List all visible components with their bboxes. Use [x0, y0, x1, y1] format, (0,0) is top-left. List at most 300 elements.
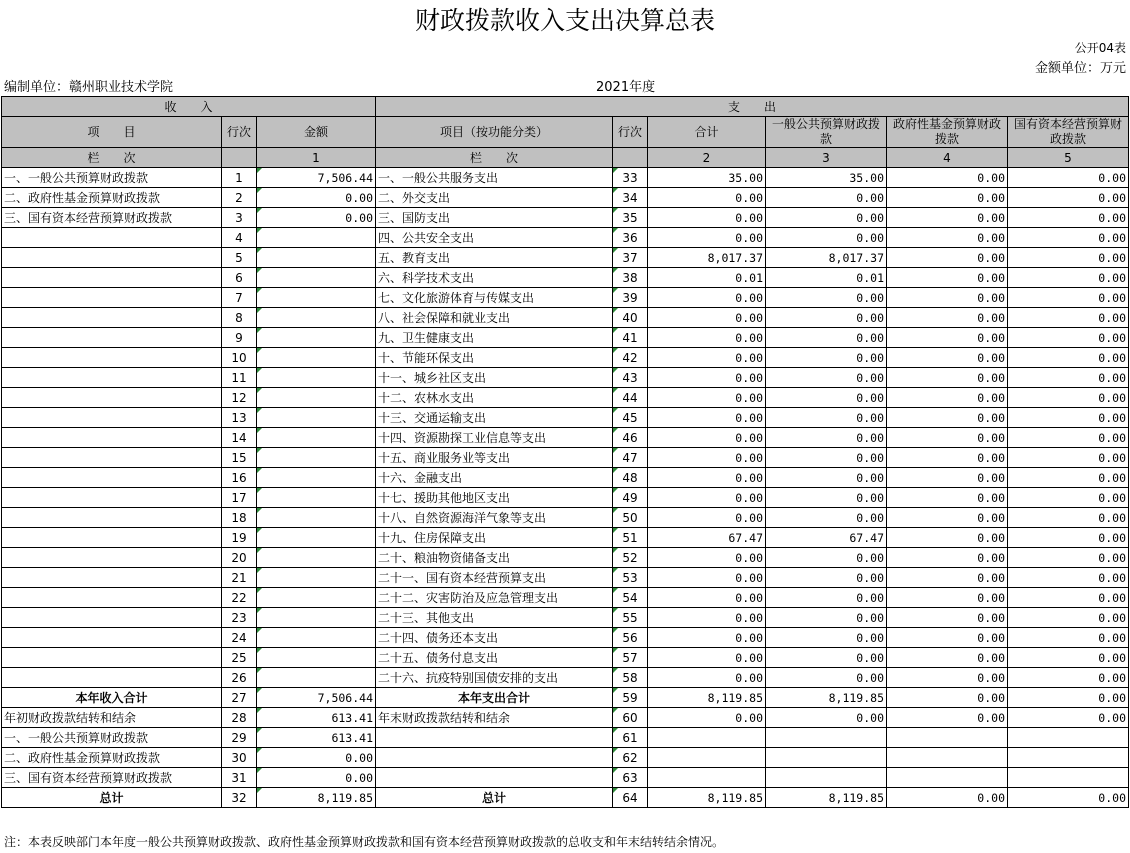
income-row-no: 8 — [222, 308, 257, 328]
income-row-no: 12 — [222, 388, 257, 408]
table-row — [2, 288, 1129, 308]
expense-general: 0.00 — [766, 428, 887, 448]
income-item — [2, 488, 222, 508]
expense-general: 67.47 — [766, 528, 887, 548]
income-row-no: 26 — [222, 668, 257, 688]
expense-total: 0.00 — [648, 608, 766, 628]
expense-soe: 0.00 — [1008, 608, 1129, 628]
expense-general: 8,119.85 — [766, 788, 887, 808]
expense-item: 四、公共安全支出 — [376, 228, 613, 248]
expense-item: 十二、农林水支出 — [376, 388, 613, 408]
expense-gov-fund: 0.00 — [887, 488, 1008, 508]
expense-total: 0.00 — [648, 408, 766, 428]
expense-row-no: 64 — [613, 788, 648, 808]
lanci-5: 5 — [1008, 148, 1129, 168]
income-amount: 7,506.44 — [257, 168, 376, 188]
expense-gov-fund: 0.00 — [887, 368, 1008, 388]
income-item: 一、一般公共预算财政拨款 — [2, 168, 222, 188]
expense-row-no: 59 — [613, 688, 648, 708]
expense-gov-fund: 0.00 — [887, 708, 1008, 728]
fiscal-year: 2021年度 — [596, 80, 656, 95]
expense-gov-fund: 0.00 — [887, 248, 1008, 268]
expense-total: 0.00 — [648, 648, 766, 668]
expense-general: 0.00 — [766, 548, 887, 568]
expense-general: 0.00 — [766, 668, 887, 688]
expense-row-no: 41 — [613, 328, 648, 348]
expense-total: 0.00 — [648, 488, 766, 508]
expense-item: 二、外交支出 — [376, 188, 613, 208]
income-amount — [257, 348, 376, 368]
table-row — [2, 648, 1129, 668]
income-item — [2, 288, 222, 308]
income-item — [2, 648, 222, 668]
expense-general: 0.00 — [766, 588, 887, 608]
col-row-no: 行次 — [222, 117, 257, 148]
income-item — [2, 348, 222, 368]
income-amount — [257, 568, 376, 588]
expense-gov-fund: 0.00 — [887, 608, 1008, 628]
expense-total — [648, 728, 766, 748]
income-amount — [257, 648, 376, 668]
expense-row-no: 43 — [613, 368, 648, 388]
expense-general: 0.00 — [766, 508, 887, 528]
expense-total: 0.00 — [648, 308, 766, 328]
income-row-no: 17 — [222, 488, 257, 508]
income-item — [2, 448, 222, 468]
lanci-empty — [222, 148, 257, 168]
expense-general — [766, 748, 887, 768]
expense-row-no: 63 — [613, 768, 648, 788]
expense-item: 年末财政拨款结转和结余 — [376, 708, 613, 728]
table-row — [2, 308, 1129, 328]
income-item: 一、一般公共预算财政拨款 — [2, 728, 222, 748]
expense-general: 0.00 — [766, 628, 887, 648]
expense-gov-fund: 0.00 — [887, 628, 1008, 648]
expense-soe: 0.00 — [1008, 788, 1129, 808]
income-item — [2, 668, 222, 688]
expense-soe: 0.00 — [1008, 228, 1129, 248]
income-item: 三、国有资本经营预算财政拨款 — [2, 208, 222, 228]
expense-row-no: 47 — [613, 448, 648, 468]
income-amount — [257, 388, 376, 408]
expense-total: 0.00 — [648, 428, 766, 448]
income-amount — [257, 328, 376, 348]
expense-row-no: 42 — [613, 348, 648, 368]
table-row — [2, 368, 1129, 388]
income-row-no: 24 — [222, 628, 257, 648]
table-row — [2, 488, 1129, 508]
table-row — [2, 168, 1129, 188]
expense-total: 0.00 — [648, 288, 766, 308]
lanci-1: 1 — [257, 148, 376, 168]
income-row-no: 22 — [222, 588, 257, 608]
expense-general: 0.00 — [766, 368, 887, 388]
table-row — [2, 268, 1129, 288]
lanci-label: 栏 次 — [2, 148, 222, 168]
income-item — [2, 568, 222, 588]
expense-total: 67.47 — [648, 528, 766, 548]
table-row — [2, 688, 1129, 708]
expense-item: 十九、住房保障支出 — [376, 528, 613, 548]
income-row-no: 1 — [222, 168, 257, 188]
expense-total: 0.01 — [648, 268, 766, 288]
income-row-no: 30 — [222, 748, 257, 768]
income-amount: 613.41 — [257, 708, 376, 728]
col-row-no-2: 行次 — [613, 117, 648, 148]
income-item: 总计 — [2, 788, 222, 808]
income-row-no: 18 — [222, 508, 257, 528]
income-row-no: 21 — [222, 568, 257, 588]
income-row-no: 28 — [222, 708, 257, 728]
expense-general: 0.00 — [766, 488, 887, 508]
income-amount — [257, 308, 376, 328]
expense-row-no: 62 — [613, 748, 648, 768]
income-item — [2, 388, 222, 408]
income-item: 三、国有资本经营预算财政拨款 — [2, 768, 222, 788]
income-item — [2, 368, 222, 388]
expense-total: 0.00 — [648, 568, 766, 588]
expense-soe: 0.00 — [1008, 708, 1129, 728]
expense-gov-fund: 0.00 — [887, 428, 1008, 448]
col-gov-fund: 政府性基金预算财政拨款 — [887, 117, 1008, 148]
footnote: 注：本表反映部门本年度一般公共预算财政拨款、政府性基金预算财政拨款和国有资本经营预算财政拨款的总收支和年末结转结余情况。 — [4, 835, 725, 849]
expense-item: 本年支出合计 — [376, 688, 613, 708]
expense-soe: 0.00 — [1008, 328, 1129, 348]
expense-soe: 0.00 — [1008, 208, 1129, 228]
expense-general: 0.00 — [766, 408, 887, 428]
expense-soe: 0.00 — [1008, 408, 1129, 428]
expense-row-no: 35 — [613, 208, 648, 228]
expense-general: 0.00 — [766, 188, 887, 208]
table-row — [2, 588, 1129, 608]
income-amount: 0.00 — [257, 208, 376, 228]
expense-gov-fund: 0.00 — [887, 568, 1008, 588]
expense-item: 二十三、其他支出 — [376, 608, 613, 628]
expense-gov-fund: 0.00 — [887, 348, 1008, 368]
expense-row-no: 49 — [613, 488, 648, 508]
expense-gov-fund: 0.00 — [887, 648, 1008, 668]
income-row-no: 15 — [222, 448, 257, 468]
income-item — [2, 248, 222, 268]
expense-item: 二十二、灾害防治及应急管理支出 — [376, 588, 613, 608]
table-row — [2, 748, 1129, 768]
table-row — [2, 768, 1129, 788]
expense-soe: 0.00 — [1008, 508, 1129, 528]
expense-total: 0.00 — [648, 628, 766, 648]
expense-item — [376, 748, 613, 768]
expense-general: 0.00 — [766, 648, 887, 668]
expense-soe — [1008, 748, 1129, 768]
income-row-no: 32 — [222, 788, 257, 808]
income-item — [2, 548, 222, 568]
income-row-no: 9 — [222, 328, 257, 348]
expense-total: 0.00 — [648, 708, 766, 728]
income-amount — [257, 428, 376, 448]
income-amount — [257, 408, 376, 428]
table-row — [2, 788, 1129, 808]
income-row-no: 2 — [222, 188, 257, 208]
expense-item: 七、文化旅游体育与传媒支出 — [376, 288, 613, 308]
income-amount — [257, 508, 376, 528]
income-amount: 8,119.85 — [257, 788, 376, 808]
expense-gov-fund — [887, 768, 1008, 788]
income-header: 收 入 — [2, 97, 376, 117]
expense-item: 九、卫生健康支出 — [376, 328, 613, 348]
expense-item — [376, 728, 613, 748]
expense-item: 十七、援助其他地区支出 — [376, 488, 613, 508]
expense-gov-fund: 0.00 — [887, 588, 1008, 608]
expense-row-no: 40 — [613, 308, 648, 328]
expense-gov-fund: 0.00 — [887, 228, 1008, 248]
table-row — [2, 508, 1129, 528]
income-row-no: 10 — [222, 348, 257, 368]
income-item — [2, 328, 222, 348]
table-row — [2, 328, 1129, 348]
expense-soe: 0.00 — [1008, 488, 1129, 508]
income-row-no: 4 — [222, 228, 257, 248]
income-row-no: 6 — [222, 268, 257, 288]
expense-item: 十一、城乡社区支出 — [376, 368, 613, 388]
expense-total — [648, 768, 766, 788]
expense-row-no: 51 — [613, 528, 648, 548]
expense-total: 0.00 — [648, 188, 766, 208]
expense-soe — [1008, 728, 1129, 748]
income-amount: 613.41 — [257, 728, 376, 748]
income-item — [2, 428, 222, 448]
expense-soe: 0.00 — [1008, 308, 1129, 328]
income-row-no: 19 — [222, 528, 257, 548]
expense-item: 八、社会保障和就业支出 — [376, 308, 613, 328]
expense-soe: 0.00 — [1008, 588, 1129, 608]
table-row — [2, 468, 1129, 488]
income-amount — [257, 448, 376, 468]
table-row — [2, 188, 1129, 208]
expense-soe: 0.00 — [1008, 688, 1129, 708]
col-total: 合计 — [648, 117, 766, 148]
expense-gov-fund: 0.00 — [887, 408, 1008, 428]
expense-total: 0.00 — [648, 448, 766, 468]
expense-general: 0.00 — [766, 568, 887, 588]
expense-soe: 0.00 — [1008, 468, 1129, 488]
expense-row-no: 45 — [613, 408, 648, 428]
expense-item: 六、科学技术支出 — [376, 268, 613, 288]
income-row-no: 25 — [222, 648, 257, 668]
expense-soe: 0.00 — [1008, 448, 1129, 468]
income-amount — [257, 628, 376, 648]
expense-soe: 0.00 — [1008, 168, 1129, 188]
income-item — [2, 228, 222, 248]
expense-soe — [1008, 768, 1129, 788]
table-row — [2, 448, 1129, 468]
expense-general — [766, 728, 887, 748]
expense-general: 0.00 — [766, 468, 887, 488]
expense-total: 8,119.85 — [648, 688, 766, 708]
income-row-no: 11 — [222, 368, 257, 388]
expense-soe: 0.00 — [1008, 568, 1129, 588]
amount-unit: 金额单位：万元 — [1034, 61, 1126, 76]
table-row — [2, 208, 1129, 228]
expense-soe: 0.00 — [1008, 668, 1129, 688]
expense-row-no: 52 — [613, 548, 648, 568]
income-amount: 0.00 — [257, 748, 376, 768]
expense-general: 0.00 — [766, 288, 887, 308]
col-item: 项 目 — [2, 117, 222, 148]
expense-total: 0.00 — [648, 668, 766, 688]
expense-soe: 0.00 — [1008, 288, 1129, 308]
expense-row-no: 55 — [613, 608, 648, 628]
income-amount — [257, 368, 376, 388]
expense-gov-fund: 0.00 — [887, 168, 1008, 188]
expense-general: 8,017.37 — [766, 248, 887, 268]
income-amount: 0.00 — [257, 768, 376, 788]
lanci-2: 2 — [648, 148, 766, 168]
expense-general: 8,119.85 — [766, 688, 887, 708]
col-amount: 金额 — [257, 117, 376, 148]
expense-row-no: 38 — [613, 268, 648, 288]
expense-total: 0.00 — [648, 348, 766, 368]
expense-total: 0.00 — [648, 508, 766, 528]
income-row-no: 7 — [222, 288, 257, 308]
expense-general: 0.00 — [766, 388, 887, 408]
income-amount — [257, 588, 376, 608]
table-row — [2, 428, 1129, 448]
expense-general: 0.00 — [766, 308, 887, 328]
expense-row-no: 44 — [613, 388, 648, 408]
expense-row-no: 50 — [613, 508, 648, 528]
expense-row-no: 56 — [613, 628, 648, 648]
income-row-no: 16 — [222, 468, 257, 488]
expense-gov-fund: 0.00 — [887, 288, 1008, 308]
table-row — [2, 608, 1129, 628]
expense-item: 十、节能环保支出 — [376, 348, 613, 368]
expense-item: 二十四、债务还本支出 — [376, 628, 613, 648]
income-amount — [257, 288, 376, 308]
expense-general: 0.00 — [766, 228, 887, 248]
income-row-no: 5 — [222, 248, 257, 268]
expense-gov-fund: 0.00 — [887, 788, 1008, 808]
table-row — [2, 248, 1129, 268]
expense-total: 0.00 — [648, 208, 766, 228]
expense-row-no: 48 — [613, 468, 648, 488]
expense-item: 十五、商业服务业等支出 — [376, 448, 613, 468]
expense-item: 总计 — [376, 788, 613, 808]
table-row — [2, 668, 1129, 688]
table-row — [2, 408, 1129, 428]
expense-item: 十四、资源勘探工业信息等支出 — [376, 428, 613, 448]
income-item — [2, 408, 222, 428]
income-amount — [257, 528, 376, 548]
income-item — [2, 528, 222, 548]
page-title: 财政拨款收入支出决算总表 — [414, 6, 715, 35]
income-amount: 7,506.44 — [257, 688, 376, 708]
expense-item: 二十六、抗疫特别国债安排的支出 — [376, 668, 613, 688]
expense-general: 0.00 — [766, 708, 887, 728]
expense-gov-fund: 0.00 — [887, 188, 1008, 208]
income-amount — [257, 468, 376, 488]
expense-row-no: 39 — [613, 288, 648, 308]
expense-gov-fund: 0.00 — [887, 328, 1008, 348]
expense-gov-fund: 0.00 — [887, 528, 1008, 548]
table-row — [2, 708, 1129, 728]
col-item-func: 项目（按功能分类） — [376, 117, 613, 148]
expense-general: 0.01 — [766, 268, 887, 288]
expense-soe: 0.00 — [1008, 368, 1129, 388]
expense-total: 0.00 — [648, 588, 766, 608]
expense-item: 三、国防支出 — [376, 208, 613, 228]
expense-total — [648, 748, 766, 768]
expense-soe: 0.00 — [1008, 248, 1129, 268]
expense-soe: 0.00 — [1008, 268, 1129, 288]
expense-gov-fund: 0.00 — [887, 388, 1008, 408]
table-row — [2, 728, 1129, 748]
expense-item: 一、一般公共服务支出 — [376, 168, 613, 188]
income-item — [2, 508, 222, 528]
expense-gov-fund: 0.00 — [887, 208, 1008, 228]
expense-gov-fund: 0.00 — [887, 688, 1008, 708]
expense-row-no: 46 — [613, 428, 648, 448]
expense-gov-fund: 0.00 — [887, 468, 1008, 488]
table-row — [2, 528, 1129, 548]
expense-total: 0.00 — [648, 548, 766, 568]
expense-gov-fund: 0.00 — [887, 548, 1008, 568]
table-row — [2, 568, 1129, 588]
expense-total: 0.00 — [648, 328, 766, 348]
income-item — [2, 268, 222, 288]
expense-total: 0.00 — [648, 368, 766, 388]
expense-total: 0.00 — [648, 468, 766, 488]
expense-row-no: 54 — [613, 588, 648, 608]
income-amount — [257, 248, 376, 268]
income-row-no: 20 — [222, 548, 257, 568]
expense-general: 0.00 — [766, 448, 887, 468]
income-item: 二、政府性基金预算财政拨款 — [2, 748, 222, 768]
expense-item: 十六、金融支出 — [376, 468, 613, 488]
expense-item — [376, 768, 613, 788]
expense-general: 0.00 — [766, 208, 887, 228]
income-row-no: 23 — [222, 608, 257, 628]
expense-row-no: 53 — [613, 568, 648, 588]
expense-gov-fund — [887, 728, 1008, 748]
income-amount — [257, 488, 376, 508]
expense-row-no: 58 — [613, 668, 648, 688]
expense-general: 35.00 — [766, 168, 887, 188]
income-amount — [257, 668, 376, 688]
income-item — [2, 628, 222, 648]
table-row — [2, 628, 1129, 648]
col-general: 一般公共预算财政拨款 — [766, 117, 887, 148]
expense-total: 0.00 — [648, 388, 766, 408]
expense-row-no: 36 — [613, 228, 648, 248]
expense-total: 8,119.85 — [648, 788, 766, 808]
expense-item: 二十五、债务付息支出 — [376, 648, 613, 668]
organization: 编制单位：赣州职业技术学院 — [4, 80, 174, 95]
income-item: 本年收入合计 — [2, 688, 222, 708]
expense-item: 二十一、国有资本经营预算支出 — [376, 568, 613, 588]
form-code: 公开04表 — [1074, 41, 1126, 55]
income-row-no: 14 — [222, 428, 257, 448]
income-row-no: 31 — [222, 768, 257, 788]
table-row — [2, 348, 1129, 368]
expense-soe: 0.00 — [1008, 388, 1129, 408]
expense-soe: 0.00 — [1008, 628, 1129, 648]
income-amount — [257, 228, 376, 248]
expense-row-no: 57 — [613, 648, 648, 668]
income-item: 年初财政拨款结转和结余 — [2, 708, 222, 728]
lanci-3: 3 — [766, 148, 887, 168]
expense-total: 8,017.37 — [648, 248, 766, 268]
expense-total: 0.00 — [648, 228, 766, 248]
expense-total: 35.00 — [648, 168, 766, 188]
